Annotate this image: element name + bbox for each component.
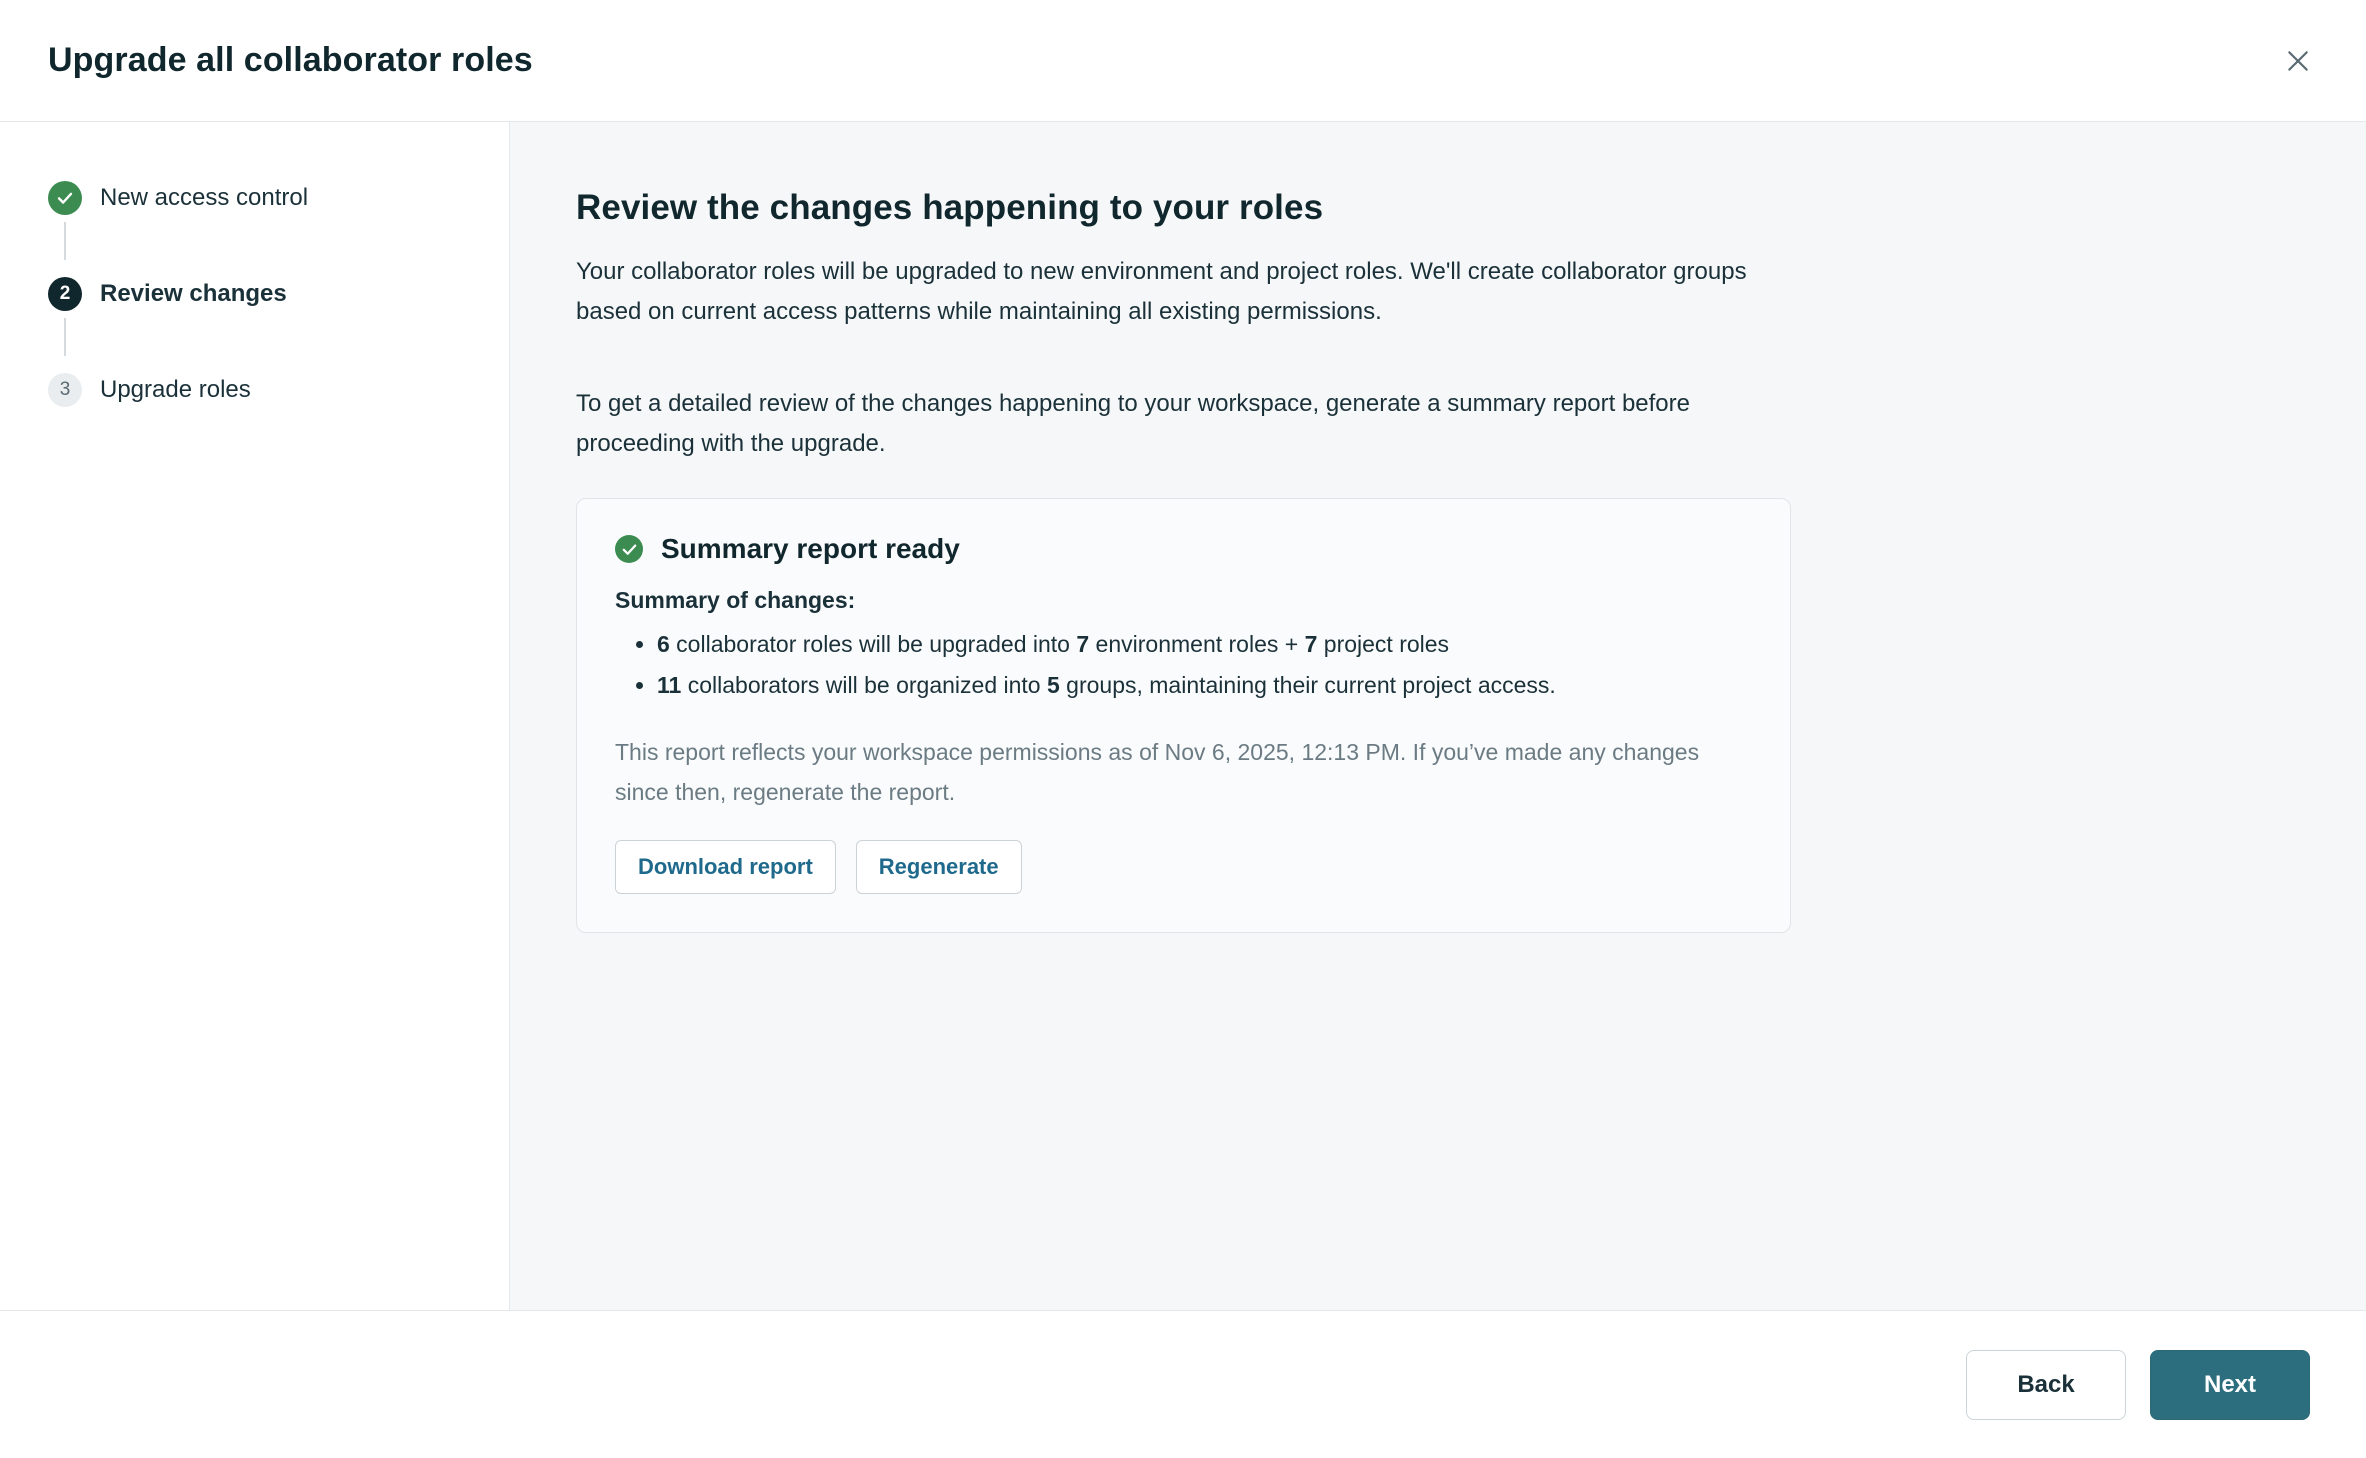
list-item xyxy=(657,624,1752,665)
step-1-label: New access control xyxy=(100,184,309,211)
main-content xyxy=(510,122,2366,1310)
download-report-button[interactable]: Download report xyxy=(615,840,836,894)
bullet-1-text-b: environment roles + xyxy=(1089,631,1305,657)
modal-header xyxy=(0,0,2366,122)
bullet-2-text-a: collaborators will be organized into xyxy=(681,672,1047,698)
step-2-marker: 2 xyxy=(48,277,82,311)
sidebar-item-upgrade-roles[interactable] xyxy=(48,372,509,468)
report-status-row xyxy=(615,533,1752,565)
step-2-label: Review changes xyxy=(100,280,287,307)
bullet-1-count-roles: 6 xyxy=(657,631,670,657)
close-icon[interactable] xyxy=(2274,37,2322,85)
sidebar-item-new-access-control[interactable] xyxy=(48,180,509,276)
summary-report-card xyxy=(576,498,1791,933)
bullet-1-count-env: 7 xyxy=(1076,631,1090,657)
sidebar-item-review-changes[interactable] xyxy=(48,276,509,372)
step-connector-1 xyxy=(64,222,66,260)
report-actions xyxy=(615,840,1752,894)
step-3-label: Upgrade roles xyxy=(100,376,251,403)
report-status-title: Summary report ready xyxy=(661,533,960,564)
bullet-2-count-groups: 5 xyxy=(1046,672,1060,698)
check-circle-icon xyxy=(615,535,643,563)
bullet-2-text-b: groups, maintaining their current project access. xyxy=(1059,672,1556,698)
next-button[interactable]: Next xyxy=(2150,1350,2310,1420)
step-3-marker: 3 xyxy=(48,373,82,407)
modal-body xyxy=(0,122,2366,1310)
content-paragraph-1: Your collaborator roles will be upgraded to new environment and project roles. We'll create collaborator groups based on current access patterns while maintaining all existing permissions. xyxy=(576,258,1747,325)
regenerate-button[interactable]: Regenerate xyxy=(856,840,1022,894)
step-1-check-icon xyxy=(48,181,82,215)
bullet-1-text-a: collaborator roles will be upgraded into xyxy=(669,631,1077,657)
step-connector-2 xyxy=(64,318,66,356)
modal-footer xyxy=(0,1310,2366,1458)
wizard-stepper xyxy=(0,122,510,1310)
summary-label: Summary of changes: xyxy=(615,587,856,613)
bullet-1-text-c: project roles xyxy=(1317,631,1450,657)
summary-bullet-list xyxy=(615,624,1752,706)
back-button[interactable]: Back xyxy=(1966,1350,2126,1420)
bullet-1-count-proj: 7 xyxy=(1304,631,1318,657)
report-timestamp-note: This report reflects your workspace permissions as of Nov 6, 2025, 12:13 PM. If you’ve made any changes since then, regenerate the report. xyxy=(615,739,1700,805)
page-title: Upgrade all collaborator roles xyxy=(48,41,533,79)
bullet-2-count-collabs: 11 xyxy=(657,672,682,698)
content-paragraph-2: To get a detailed review of the changes happening to your workspace, generate a summary report before proceeding with the upgrade. xyxy=(576,390,1690,457)
list-item xyxy=(657,665,1752,706)
content-heading: Review the changes happening to your roles xyxy=(576,188,1324,227)
